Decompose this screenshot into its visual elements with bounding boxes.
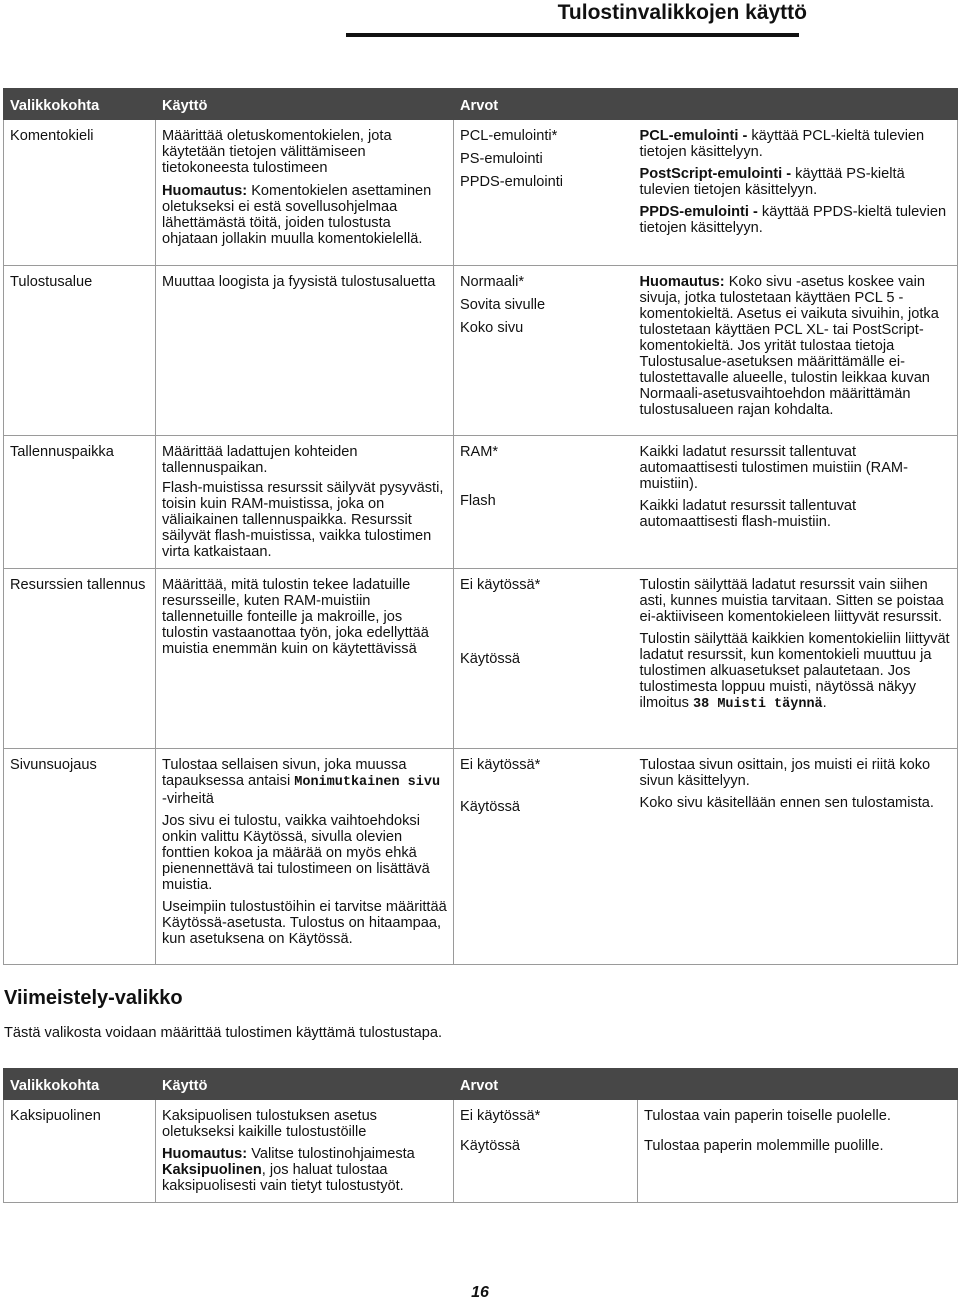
table-row [4, 749, 958, 965]
value-description [640, 631, 952, 713]
menu-item-use [156, 266, 454, 436]
printer-language-menu-table [3, 88, 958, 965]
use-text: Jos sivu ei tulostu, vaikka vaihtoehdoksi onkin valittu Käytössä, sivulla olevien fonttien kokoa ja määrää on myös ehkä pienennettävä tai tulostimeen on lisättävä muistia. [162, 813, 430, 893]
description-label: PPDS-emulointi - [639, 204, 758, 220]
header-use: Käyttö [156, 1069, 454, 1100]
menu-item-use [156, 120, 454, 266]
section-heading: Viimeistely-valikko [4, 987, 183, 1009]
value-option: Käytössä [460, 799, 521, 815]
description-text: Tulostin säilyttää kaikkien komentokieliin liittyvät ladatut resurssit, kun komentokieli muuttuu ja tulostimen alkuasetukset palautetaan. Jos tulostimesta loppuu muisti, näytössä näkyy ilmoitus [639, 631, 950, 711]
menu-item-description [634, 436, 958, 569]
use-text: Muuttaa loogista ja fyysistä tulostusaluetta [162, 274, 436, 290]
note [162, 1146, 447, 1194]
value-option: Flash [460, 493, 496, 509]
header-use: Käyttö [156, 89, 454, 120]
title-rule [346, 33, 799, 37]
use-text [162, 757, 447, 807]
value-description: Kaikki ladatut resurssit tallentuvat automaattisesti flash-muistiin. [639, 498, 857, 530]
note-emphasis: Kaksipuolinen [162, 1162, 262, 1178]
use-text: Määrittää oletuskomentokielen, jota käytetään tietojen välittämiseen tietokoneesta tulostimeen [162, 128, 392, 176]
note-text: Valitse tulostinohjaimesta [247, 1146, 415, 1162]
menu-item-values [454, 120, 634, 266]
value-option: Koko sivu [460, 320, 524, 336]
menu-item-use [156, 1100, 454, 1203]
menu-item-values [454, 1100, 638, 1203]
menu-item-name: Tallennuspaikka [4, 436, 156, 569]
use-text: Useimpiin tulostustöihin ei tarvitse määrittää Käytössä-asetusta. Tulostus on hitaampaa, kun asetuksena on Käytössä. [162, 899, 447, 947]
value-option: PCL-emulointi* [460, 128, 558, 144]
value-option: RAM* [460, 444, 499, 460]
table-header-row [4, 1069, 958, 1100]
menu-item-description [634, 569, 958, 749]
table-row [4, 569, 958, 749]
header-menu-item: Valikkokohta [4, 1069, 156, 1100]
note-text: Komentokielen asettaminen oletukseksi ei estä sovellusohjelmaa lähettämästä töitä, joiden tulostusta ohjataan jollakin muulla komentokielellä. [162, 183, 432, 247]
menu-item-use [156, 569, 454, 749]
value-description [640, 274, 952, 418]
note-text: , jos haluat tulostaa kaksipuolisesti vain tietyt tulostustyöt. [162, 1162, 404, 1194]
menu-item-name: Komentokieli [4, 120, 156, 266]
use-text: Määrittää ladattujen kohteiden tallennuspaikan. [162, 444, 358, 476]
header-values: Arvot [454, 89, 958, 120]
menu-item-description [638, 1100, 958, 1203]
value-option: Ei käytössä* [460, 757, 541, 773]
menu-item-name: Sivunsuojaus [4, 749, 156, 965]
description-text: käyttää PS-kieltä tulevien tietojen käsittelyyn. [639, 166, 905, 198]
display-message: 38 Muisti täynnä [693, 697, 823, 712]
description-text: käyttää PCL-kieltä tulevien tietojen käsittelyyn. [639, 128, 925, 160]
menu-item-use [156, 749, 454, 965]
value-option: Ei käytössä* [460, 577, 541, 593]
value-description [640, 204, 952, 236]
value-description [640, 166, 952, 198]
value-description [640, 128, 952, 160]
menu-item-name: Tulostusalue [4, 266, 156, 436]
menu-item-values [454, 266, 634, 436]
use-text: Kaksipuolisen tulostuksen asetus oletukseksi kaikille tulostustöille [162, 1108, 377, 1140]
note-label: Huomautus: [162, 183, 248, 199]
use-text: Flash-muistissa resurssit säilyvät pysyvästi, toisin kuin RAM-muistissa, joka on väliaikainen tallennuspaikka. Resurssit säilyvät flash-muistissa, vaikka tulostimen virta katkaistaan. [162, 480, 444, 560]
use-text: Määrittää, mitä tulostin tekee ladatuille resursseille, kuten RAM-muistiin tallennetuille fonteille ja makroille, jos tulostin vastaanottaa työn, joka edellyttää muistia enemmän kuin on käytettävissä [162, 577, 429, 657]
page-title: Tulostinvalikkojen käyttö [557, 1, 807, 24]
value-option: PS-emulointi [460, 151, 543, 167]
value-option: Käytössä [460, 1138, 521, 1154]
menu-item-values [454, 436, 634, 569]
use-text-part: Tulostaa sellaisen sivun, joka muussa tapauksessa antaisi [162, 757, 407, 789]
menu-item-name: Kaksipuolinen [4, 1100, 156, 1203]
description-text: . [822, 695, 827, 711]
menu-item-values [454, 569, 634, 749]
finishing-menu-table [3, 1068, 958, 1203]
value-description: Tulostaa paperin molemmille puolille. [644, 1138, 884, 1154]
value-description: Tulostaa vain paperin toiselle puolelle. [644, 1108, 891, 1124]
menu-item-description [634, 120, 958, 266]
description-text: Koko sivu -asetus koskee vain sivuja, jotka tulostetaan käyttäen PCL 5 -komentokieltä. Asetus ei vaikuta sivuihin, jotka tulostetaan käyttäen PCL XL- tai PostScript-komentokieltä. Jos yrität tulostaa tietoja Tulostusalue-asetuksen määrittämälle ei-tulostettavalle alueelle, tulostin leikkaa kuvan Normaali-asetusvaihtoehdon määrittämän tulostusalueen rajan kohdalta. [639, 274, 939, 418]
table-row [4, 266, 958, 436]
menu-item-use [156, 436, 454, 569]
table-row [4, 436, 958, 569]
value-description: Tulostin säilyttää ladatut resurssit vain siihen asti, kunnes muistia tarvitaan. Sitten se poistaa ei-aktiiviseen komentokieleen liittyvät resurssit. [639, 577, 944, 625]
header-values: Arvot [454, 1069, 958, 1100]
menu-item-name: Resurssien tallennus [4, 569, 156, 749]
table-row [4, 1100, 958, 1203]
note [162, 183, 447, 247]
section-intro: Tästä valikosta voidaan määrittää tulostimen käyttämä tulostustapa. [4, 1025, 443, 1041]
header-menu-item: Valikkokohta [4, 89, 156, 120]
description-label: Huomautus: [639, 274, 725, 290]
value-description: Tulostaa sivun osittain, jos muisti ei riitä koko sivun käsittelyyn. [639, 757, 931, 789]
value-description: Kaikki ladatut resurssit tallentuvat automaattisesti tulostimen muistiin (RAM-muistiin). [639, 444, 908, 492]
description-label: PostScript-emulointi - [639, 166, 792, 182]
value-option: Sovita sivulle [460, 297, 546, 313]
page-number: 16 [471, 1284, 489, 1301]
table-header-row [4, 89, 958, 120]
note-label: Huomautus: [162, 1146, 248, 1162]
menu-item-description [634, 749, 958, 965]
description-text: käyttää PPDS-kieltä tulevien tietojen käsittelyyn. [639, 204, 947, 236]
menu-item-values [454, 749, 634, 965]
value-option: PPDS-emulointi [460, 174, 564, 190]
table-row [4, 120, 958, 266]
description-label: PCL-emulointi - [639, 128, 748, 144]
value-option: Normaali* [460, 274, 525, 290]
error-message: Monimutkainen sivu [294, 775, 441, 790]
value-option: Käytössä [460, 651, 521, 667]
use-text-part: -virheitä [162, 791, 214, 807]
value-option: Ei käytössä* [460, 1108, 541, 1124]
value-description: Koko sivu käsitellään ennen sen tulostamista. [639, 795, 934, 811]
menu-item-description [634, 266, 958, 436]
